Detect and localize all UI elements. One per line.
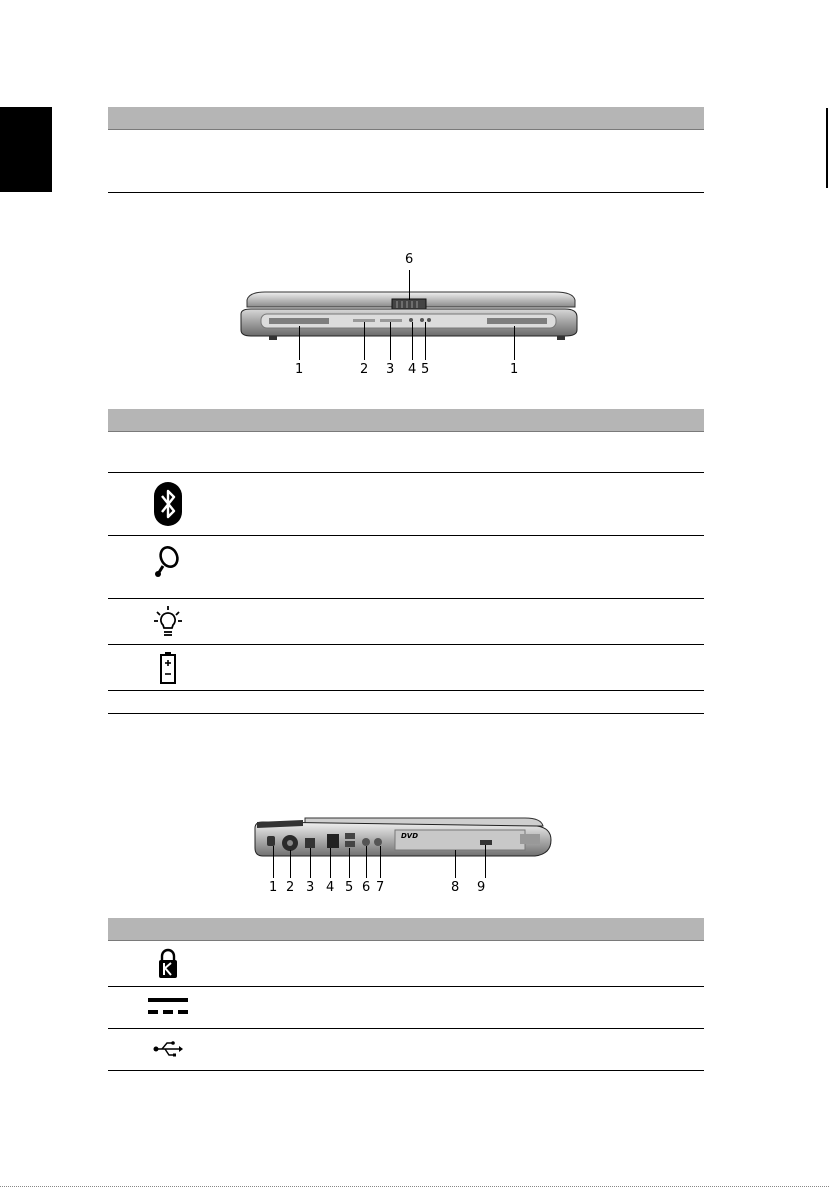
leader-line <box>364 322 365 360</box>
leader-line <box>412 322 413 360</box>
battery-icon <box>152 651 184 685</box>
callout-4: 4 <box>326 880 335 895</box>
callout-1: 1 <box>269 880 278 895</box>
callout-3: 3 <box>306 880 315 895</box>
front-view-figure <box>225 252 585 382</box>
leader-line <box>273 846 274 878</box>
table-header <box>108 409 704 432</box>
callout-5: 5 <box>421 362 430 377</box>
leader-line <box>514 326 515 360</box>
margin-mark <box>826 108 828 188</box>
table-row <box>108 599 704 645</box>
callout-6: 6 <box>405 252 414 267</box>
wireless-icon <box>152 544 184 580</box>
kensington-lock-icon <box>152 947 184 979</box>
leader-line <box>390 322 391 360</box>
usb-icon <box>152 1039 184 1059</box>
table-row <box>108 987 704 1029</box>
table-row <box>108 645 704 691</box>
left-view-figure <box>245 810 555 905</box>
dc-in-icon <box>146 995 190 1019</box>
leader-line <box>310 848 311 878</box>
leader-line <box>380 846 381 878</box>
table-row <box>108 432 704 473</box>
table-3 <box>108 918 704 1071</box>
crop-rule <box>0 1186 829 1187</box>
table-row <box>108 536 704 599</box>
table-row <box>108 1029 704 1071</box>
callout-8: 8 <box>451 880 460 895</box>
leader-line <box>455 850 456 878</box>
chapter-tab <box>0 107 52 192</box>
callout-4: 4 <box>408 362 417 377</box>
callout-9: 9 <box>477 880 486 895</box>
table-row <box>108 130 704 193</box>
callout-3: 3 <box>386 362 395 377</box>
callout-7: 7 <box>376 880 385 895</box>
table-row <box>108 941 704 987</box>
leader-line <box>425 322 426 360</box>
bluetooth-icon <box>152 481 184 527</box>
table-row <box>108 473 704 536</box>
callout-1: 1 <box>295 362 304 377</box>
callout-2: 2 <box>360 362 369 377</box>
table-1 <box>108 107 704 193</box>
leader-line <box>409 270 410 300</box>
callout-6: 6 <box>362 880 371 895</box>
dvd-logo: DVD <box>401 832 419 840</box>
leader-line <box>299 326 300 360</box>
table-header <box>108 107 704 130</box>
callout-2: 2 <box>286 880 295 895</box>
left-view-illustration <box>245 810 555 880</box>
callout-1b: 1 <box>510 362 519 377</box>
leader-line <box>366 846 367 878</box>
leader-line <box>485 845 486 878</box>
leader-line <box>330 848 331 878</box>
power-light-icon <box>152 605 184 639</box>
table-2 <box>108 409 704 714</box>
front-view-illustration <box>225 252 585 382</box>
table-row <box>108 691 704 714</box>
table-header <box>108 918 704 941</box>
leader-line <box>290 850 291 878</box>
callout-5: 5 <box>345 880 354 895</box>
leader-line <box>349 848 350 878</box>
